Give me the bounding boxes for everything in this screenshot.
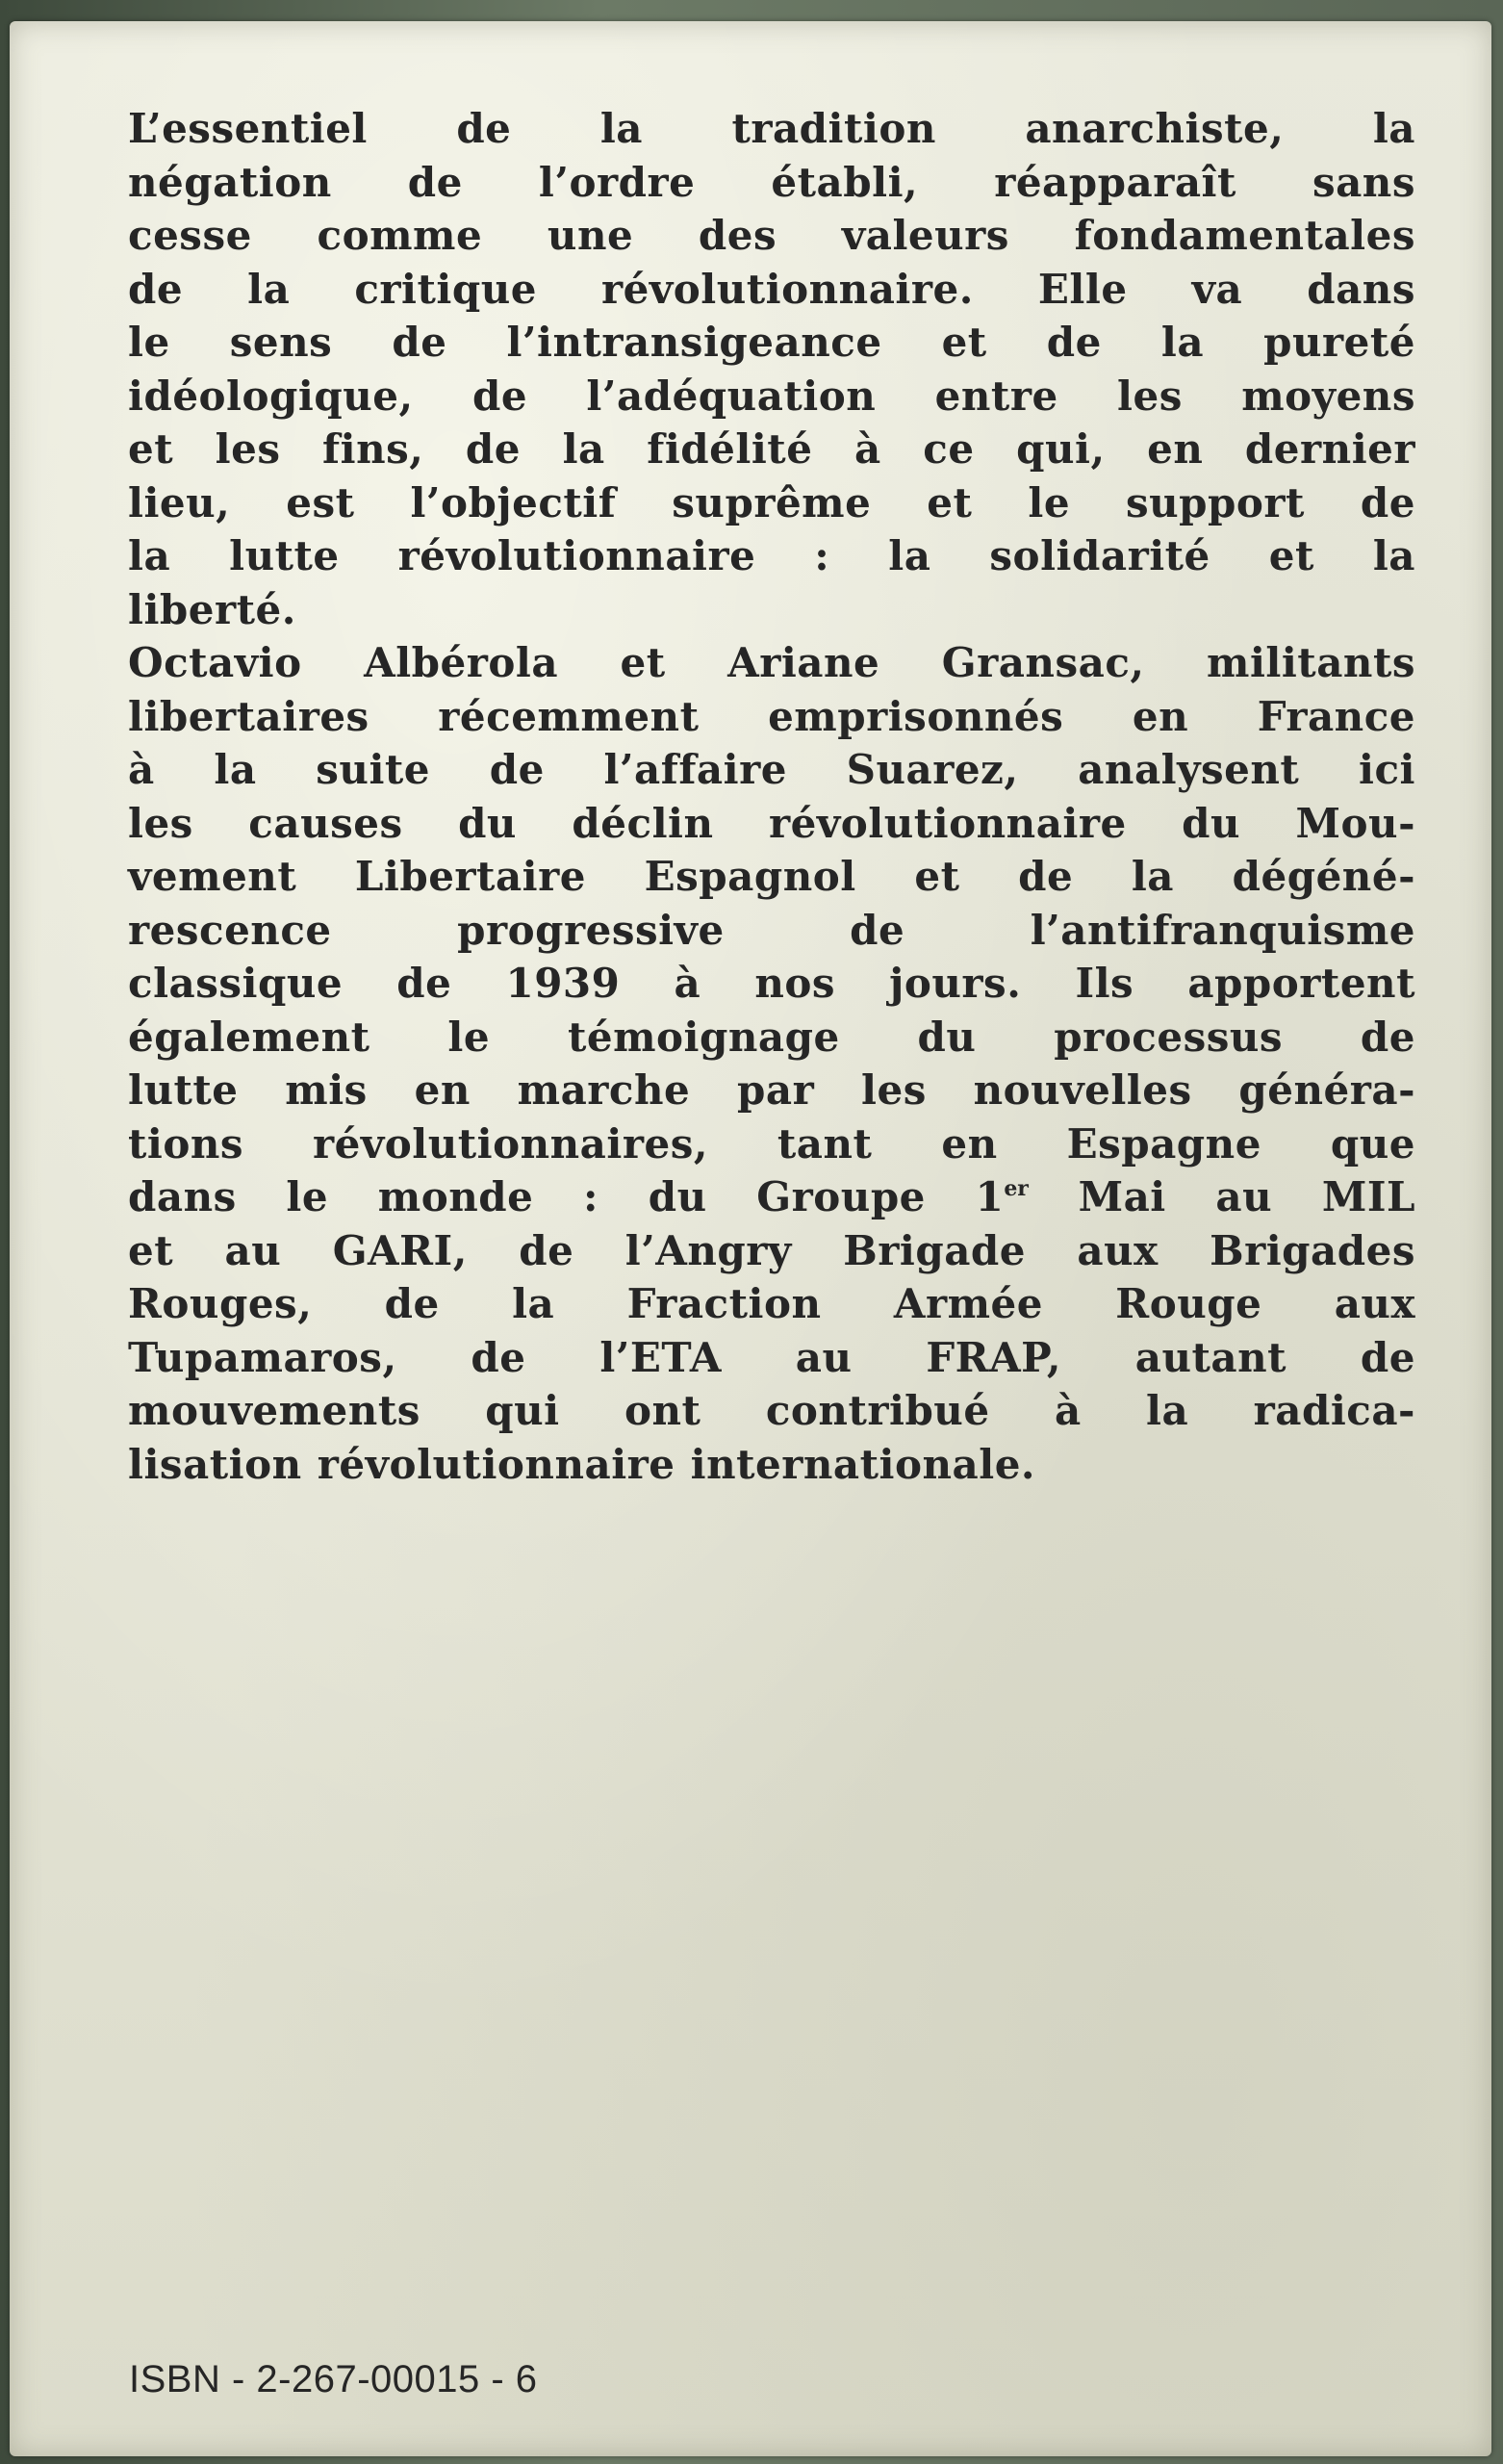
blurb-line: Rouges, de la Fraction Armée Rouge aux <box>128 1280 1415 1327</box>
blurb-line: et au GARI, de l’Angry Brigade aux Brigades <box>128 1226 1415 1274</box>
blurb-line <box>128 1170 1415 1224</box>
blurb-line: négation de l’ordre établi, réapparaît sans <box>128 158 1415 206</box>
isbn-number: ISBN - 2-267-00015 - 6 <box>129 2358 538 2400</box>
back-cover-blurb <box>128 102 1415 1491</box>
blurb-line: lisation révolutionnaire internationale. <box>128 1440 1036 1488</box>
blurb-text: dans le monde : du Groupe 1 <box>128 1173 1005 1220</box>
blurb-text: Mai au MIL <box>1028 1173 1415 1220</box>
blurb-line: Tupamaros, de l’ETA au FRAP, autant de <box>128 1333 1415 1381</box>
blurb-line: mouvements qui ont contribué à la radica- <box>128 1387 1415 1434</box>
blurb-line: à la suite de l’affaire Suarez, analysent ici <box>128 746 1415 793</box>
blurb-line: libertaires récemment emprisonnés en France <box>128 692 1415 740</box>
blurb-line: classique de 1939 à nos jours. Ils apportent <box>128 960 1415 1007</box>
blurb-line: lutte mis en marche par les nouvelles généra- <box>128 1066 1415 1114</box>
blurb-line: tions révolutionnaires, tant en Espagne que <box>128 1119 1415 1168</box>
blurb-line: lieu, est l’objectif suprême et le support de <box>128 478 1415 526</box>
blurb-line: vement Libertaire Espagnol et de la dégéné- <box>128 853 1415 900</box>
blurb-line: cesse comme une des valeurs fondamentales <box>128 212 1415 259</box>
blurb-line: également le témoignage du processus de <box>128 1013 1415 1061</box>
blurb-line: les causes du déclin révolutionnaire du Mou- <box>128 799 1415 847</box>
blurb-line: le sens de l’intransigeance et de la pureté <box>128 319 1415 366</box>
blurb-line: idéologique, de l’adéquation entre les moyens <box>128 372 1415 420</box>
blurb-line: liberté. <box>128 585 296 633</box>
ordinal-superscript: er <box>1004 1176 1029 1201</box>
blurb-line: L’essentiel de la tradition anarchiste, la <box>128 105 1415 152</box>
blurb-line: la lutte révolutionnaire : la solidarité et la <box>128 532 1415 579</box>
blurb-line: rescence progressive de l’antifranquisme <box>128 906 1415 954</box>
blurb-line: de la critique révolutionnaire. Elle va dans <box>128 265 1415 313</box>
blurb-line: et les fins, de la fidélité à ce qui, en dernier <box>128 425 1415 473</box>
blurb-line: Octavio Albérola et Ariane Gransac, militants <box>128 639 1415 686</box>
book-back-cover <box>10 21 1491 2456</box>
